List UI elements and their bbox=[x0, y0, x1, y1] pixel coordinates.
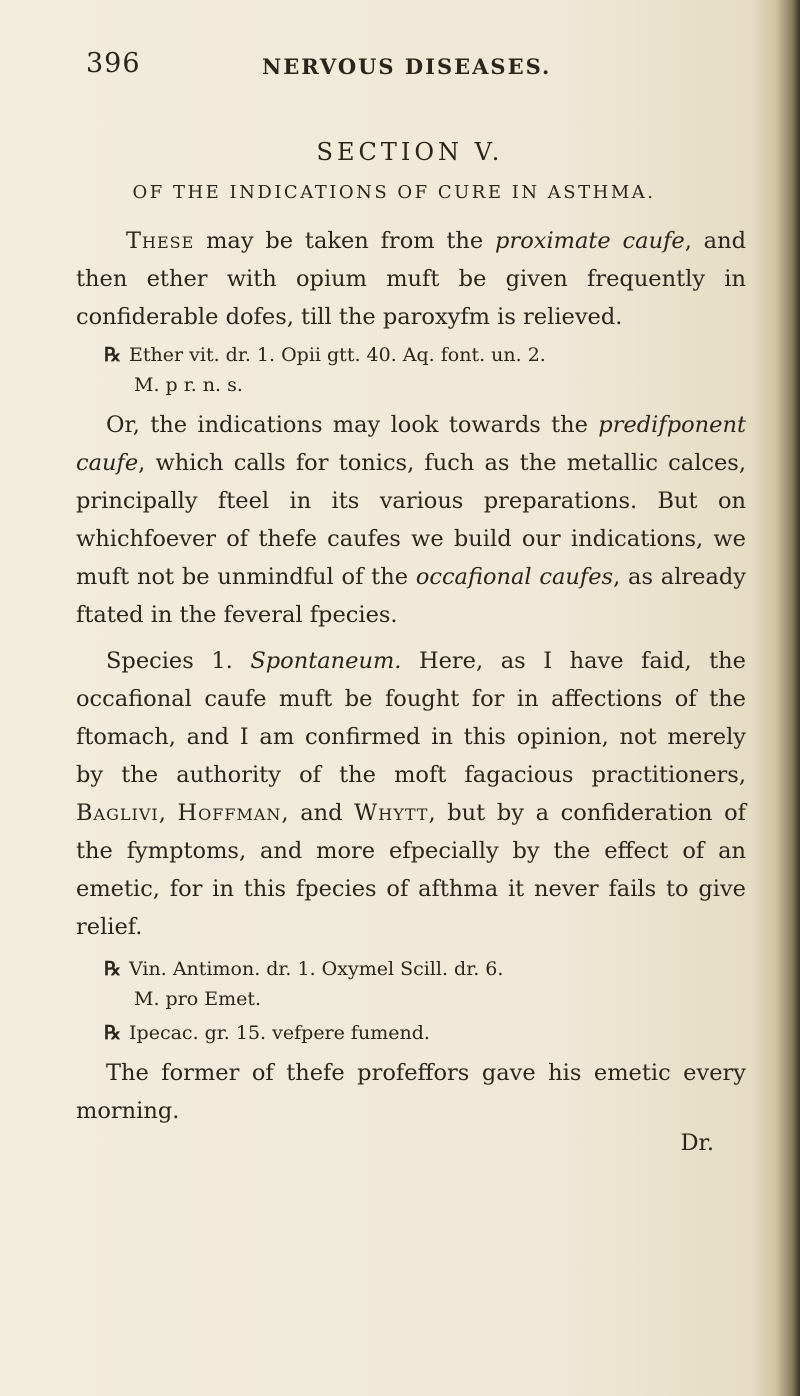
prescription-1 bbox=[104, 340, 744, 400]
paragraph-3: Species 1. Spontaneum. Here, as I have faid, the occafional caufe muft be fought for in affections of the ftomach, and I am confirmed in this opinion, not merely by the authority of the moft fagacious practitioners, Baglivi, Hoffman, and Whytt, but by a confideration of the fymptoms, and more efpecially by the effect of an emetic, for in this fpecies of afthma it never fails to give relief. bbox=[76, 648, 747, 940]
prescription-3-line-1: ℞ Ipecac. gr. 15. vefpere fumend. bbox=[104, 1022, 430, 1044]
author-baglivi: Baglivi bbox=[76, 800, 159, 826]
paragraph-1 bbox=[76, 222, 746, 336]
running-header bbox=[86, 48, 686, 88]
prescription-2-line-1: ℞ Vin. Antimon. dr. 1. Oxymel Scill. dr. 6. bbox=[104, 958, 504, 980]
recipe-symbol: ℞ bbox=[104, 958, 122, 980]
author-whytt: Whytt bbox=[354, 800, 429, 826]
section-heading: SECTION V. bbox=[316, 138, 504, 166]
catchword: Dr. bbox=[680, 1130, 714, 1156]
recipe-symbol: ℞ bbox=[104, 344, 122, 366]
author-hoffman: Hoffman bbox=[177, 800, 282, 826]
paragraph-1-opening: These bbox=[126, 228, 195, 254]
paragraph-2: Or, the indications may look towards the predifponent caufe, which calls for tonics, fuch as the metallic calces, principally fteel in its various preparations. But on whichfoever of thefe caufes we build our indications, we muft not be unmindful of the occafional caufes, as already ftated in the feveral fpecies. bbox=[76, 412, 746, 628]
paragraph-2-emphasis-2: occafional caufes bbox=[415, 564, 614, 590]
paragraph-2-emphasis-1: predifponent caufe bbox=[76, 412, 746, 476]
prescription-3 bbox=[104, 1018, 744, 1048]
paragraph-1-emphasis: proximate caufe bbox=[495, 228, 685, 254]
paragraph-1-text: may be taken from the bbox=[194, 228, 496, 254]
prescription-2 bbox=[104, 954, 744, 1014]
paragraph-4: The former of thefe profeffors gave his emetic every morning. bbox=[76, 1060, 746, 1124]
prescription-1-line-1: ℞ Ether vit. dr. 1. Opii gtt. 40. Aq. font. un. 2. bbox=[104, 344, 546, 366]
species-name: Spontaneum. bbox=[250, 648, 402, 674]
prescription-2-line-2: M. pro Emet. bbox=[134, 988, 262, 1010]
prescription-1-line-2: M. p r. n. s. bbox=[134, 374, 243, 396]
recipe-symbol: ℞ bbox=[104, 1022, 122, 1044]
page-number: 396 bbox=[86, 48, 141, 79]
running-title: NERVOUS DISEASES. bbox=[262, 54, 552, 79]
paragraph-1-text-cont: , and then ether with opium muft be given frequently in confiderable dofes, till the paroxyfm is relieved. bbox=[76, 228, 746, 330]
section-subtitle: OF THE INDICATIONS OF CURE IN ASTHMA. bbox=[132, 182, 656, 203]
